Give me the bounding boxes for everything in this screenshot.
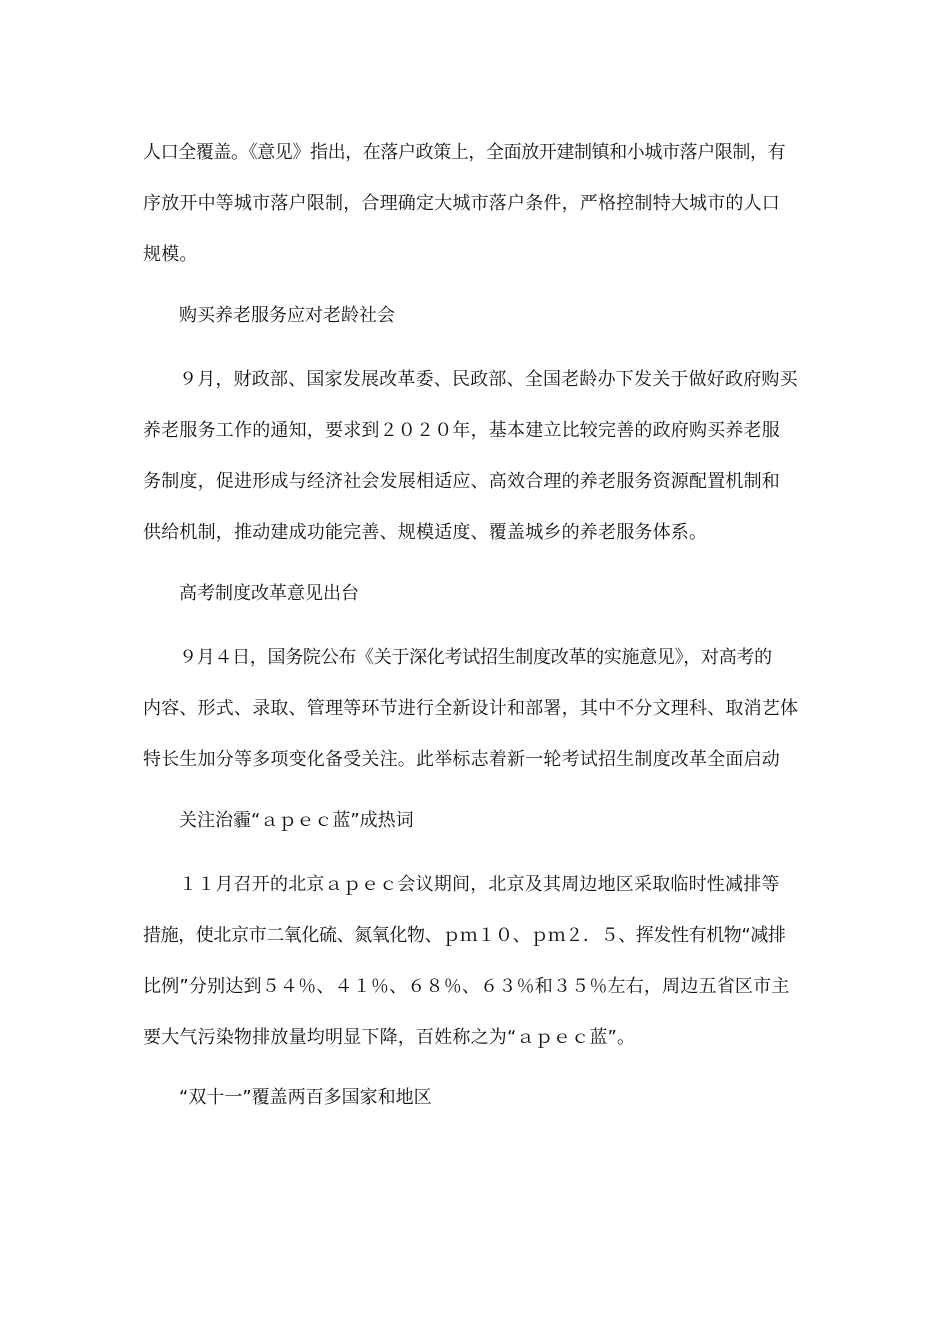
section-heading-apec-blue: 关注治霾“ａｐｅｃ蓝”成热词 [179, 810, 414, 831]
paragraph-line: ９月，财政部、国家发展改革委、民政部、全国老龄办下发关于做好政府购买 [179, 369, 798, 390]
paragraph-exam-reform [143, 632, 813, 785]
paragraph-line: 措施，使北京市二氧化硫、氮氧化物、ｐｍ１０、ｐｍ２．５、挥发性有机物“减排 [143, 925, 786, 946]
paragraph-line: 人口全覆盖。《意见》指出，在落户政策上，全面放开建制镇和小城市落户限制，有 [143, 142, 786, 163]
paragraph-line: 内容、形式、录取、管理等环节进行全新设计和部署，其中不分文理科、取消艺体 [143, 698, 799, 719]
paragraph-line: 要大气污染物排放量均明显下降，百姓称之为“ａｐｅｃ蓝”。 [143, 1027, 636, 1048]
paragraph-line: ９月４日，国务院公布《关于深化考试招生制度改革的实施意见》，对高考的 [179, 647, 772, 668]
paragraph-line: 比例”分别达到５４％、４１％、６８％、６３％和３５％左右，周边五省区市主 [143, 976, 790, 997]
paragraph-line: 特长生加分等多项变化备受关注。此举标志着新一轮考试招生制度改革全面启动 [143, 749, 780, 770]
section-heading-exam-reform: 高考制度改革意见出台 [179, 583, 359, 604]
paragraph-line: 养老服务工作的通知，要求到２０２０年，基本建立比较完善的政府购买养老服 [143, 420, 780, 441]
paragraph-line: 规模。 [143, 244, 198, 265]
paragraph-apec-blue [143, 859, 813, 1063]
paragraph-household-registration [143, 127, 813, 280]
paragraph-elderly-care [143, 354, 813, 558]
section-heading-elderly-care: 购买养老服务应对老龄社会 [179, 305, 395, 326]
paragraph-line: 序放开中等城市落户限制，合理确定大城市落户条件，严格控制特大城市的人口 [143, 193, 780, 214]
paragraph-line: 务制度，促进形成与经济社会发展相适应、高效合理的养老服务资源配置机制和 [143, 471, 780, 492]
paragraph-line: １１月召开的北京ａｐｅｃ会议期间，北京及其周边地区采取临时性减排等 [179, 874, 780, 895]
section-heading-double-eleven: “双十一”覆盖两百多国家和地区 [179, 1087, 432, 1108]
paragraph-line: 供给机制，推动建成功能完善、规模适度、覆盖城乡的养老服务体系。 [143, 522, 708, 543]
